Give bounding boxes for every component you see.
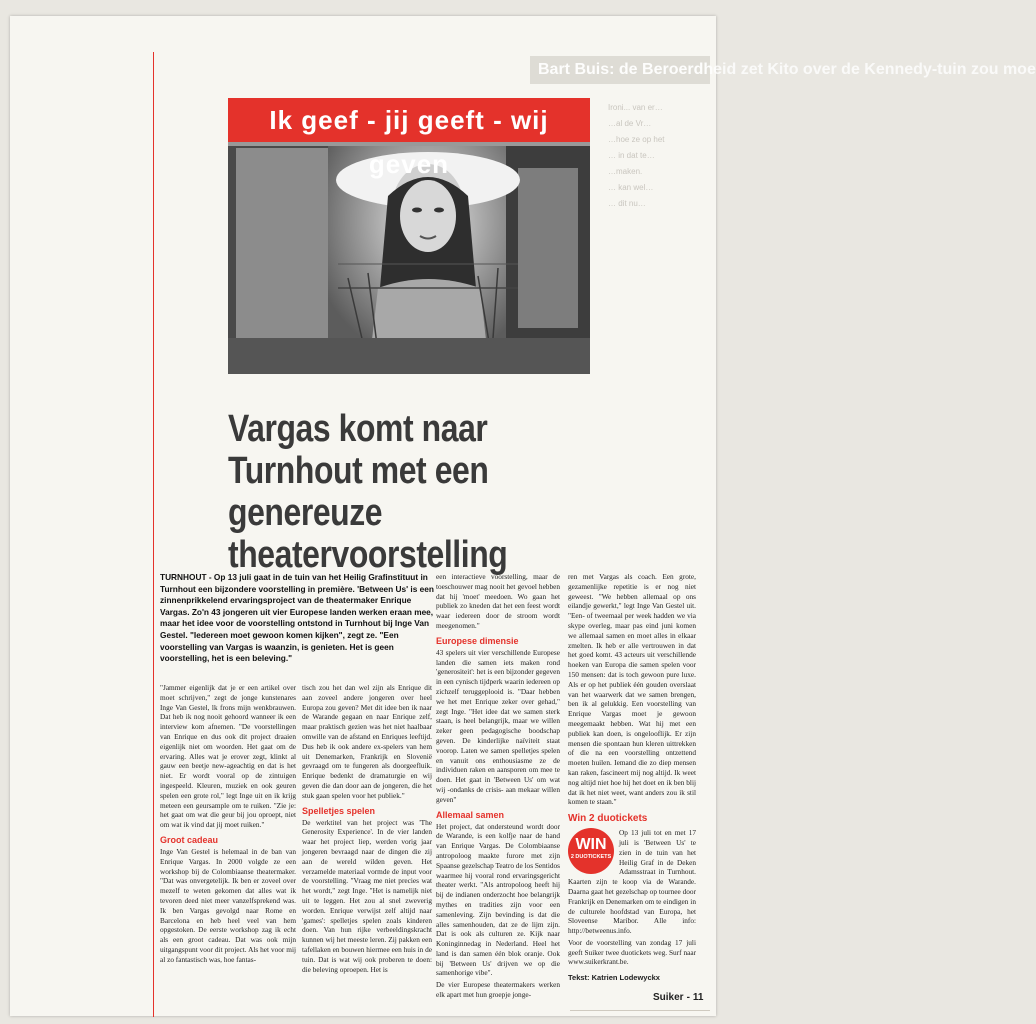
bleed-through-column: Ironi... van er… …al de Vr… …hoe ze op het … in dat te… …maken. … kan wel… … dit nu… xyxy=(608,103,665,208)
paragraph: 43 spelers uit vier verschillende Europese landen die samen iets maken rond 'generositeit': het is een bijzonder gegeven in een cynisch tijdperk waarin iedereen op zichzelf teruggeplooid is. "Daar hebben we het met Enrique zeker over gehad," zegt Inge. "Het idee dat we samen sterk staan, is heel belangrijk, maar we willen zeker geen pedagogische boodschap geven. De kinderlijke naïviteit staat voorop. Laten we samen spelletjes spelen en vanuit ons enthousiasme ze de individuen raken en aansporen om mee te doen. Het gaat in 'Between Us' om wat wij -ondanks de crisis- aan mekaar willen geven" xyxy=(436,647,560,804)
page-number: 11 xyxy=(692,992,704,1003)
publication-name: Suiker xyxy=(653,992,684,1003)
text-column-3 xyxy=(436,572,560,1002)
subheading-allemaal-samen: Allemaal samen xyxy=(436,809,505,820)
contest-heading: Win 2 duotickets xyxy=(568,813,648,825)
article-headline: Vargas komt naar Turnhout met een genereuze theatervoorstelling xyxy=(228,408,508,576)
section-banner: Ik geef - jij geeft - wij geven xyxy=(228,98,590,142)
footer-rule xyxy=(570,1010,710,1011)
paragraph: tisch zou het dan wel zijn als Enrique dit aan zoveel andere jongeren over heel Europa zou geven? Met dit idee ben ik naar de Warande gegaan en naar Enrique zelf, maar praktisch gezien was het niet haalbaar omwille van de afstand en Enriques leeftijd. Dus heb ik ook andere ex-spelers van hem uit Denemarken, Frankrijk en Slovenië gevraagd om te fungeren als doorgeefluik. Enrique bedenkt de dramaturgie en wij geven die dan door aan de jongeren, die het stuk gaan spelen voor het publiek." xyxy=(302,683,432,800)
paragraph: De vier Europese theatermakers werken elk apart met hun groepje jonge- xyxy=(436,980,560,1000)
win-badge-text: WIN xyxy=(575,836,607,854)
bleed-through-header: Bart Buis: de Beroerdheid zet Kito over de Kennedy-tuin zou moe xyxy=(530,56,710,84)
paragraph: Inge Van Gestel is helemaal in de ban van Enrique Vargas. In 2000 volgde ze een workshop bij de Colombiaanse theatermaker. "Dat was onvergetelijk. Ik ben er zoveel over mezelf te weten gekomen dat alles wat ik tevoren deed niet meer vanzelfsprekend was. Ik ben Vargas gevolgd naar Rome en Barcelona en heb heel veel van hem opgestoken. De eerste workshop zag ik echt als een groot cadeau. Dat was ook mijn uitgangspunt voor dit project. Als het voor mij al zo fantastisch was, hoe fantas- xyxy=(160,846,296,964)
subheading-groot-cadeau: Groot cadeau xyxy=(160,834,219,845)
subheading-spelletjes-spelen: Spelletjes spelen xyxy=(302,805,376,816)
red-margin-rule xyxy=(153,52,154,1017)
article-intro: TURNHOUT - Op 13 juli gaat in de tuin van het Heilig Grafinstituut in Turnhout een bijzondere voorstelling in première. 'Between Us' is een zinnenprikkelend ervaringsproject van de theatermaker Enrique Vargas. Zo'n 43 jongeren uit vier Europese landen werken eraan mee, maar het idee voor de voorstelling ontstond in Turnhout bij Inge Van Gestel. "Iedereen moet gewoon komen kijken", zegt ze. "Een voorstelling van Vargas is waanzin, is genieten. Het is geen voorstelling, het is een beleving." xyxy=(160,572,434,664)
paragraph: De werktitel van het project was 'The Generosity Experience'. In de vier landen waar het project liep, werden vorig jaar jongeren bevraagd naar de dingen die zij aan de wereld wilden geven. Het verzamelde materiaal vormde de input voor de voorstelling. "Vraag me niet precies wat het wordt," zegt Inge. "Het is namelijk niet uit te leggen. Het zou al snel zweverig worden. Enrique verwijst zelf altijd naar 'games': spelletjes spelen zoals kinderen doen. Van hun rijke verbeeldingskracht kunnen wij het meeste leren. Zij pakken een tafellaken en bouwen hiermee een huis in de tuin. Dat is wat wij ook proberen te doen: die beleving oproepen. Het is xyxy=(302,817,432,974)
footer-separator: - xyxy=(686,992,690,1003)
subheading-europese-dimensie: Europese dimensie xyxy=(436,635,519,646)
paragraph: Voor de voorstelling van zondag 17 juli geeft Suiker twee duotickets weg. Surf naar www.suikerkrant.be. xyxy=(568,937,696,967)
text-column-2 xyxy=(302,683,432,976)
paragraph: een interactieve voorstelling, maar de toeschouwer mag nooit het gevoel hebben dat hij 'moet' meedoen. Wo gaan het publiek zo kneden dat het een feest wordt waar iedereen door de stroom wordt meegenomen." xyxy=(436,572,560,630)
paragraph: Op 13 juli tot en met 17 juli is 'Between Us' te zien in de tuin van het Heilig Graf in de Deken Adamsstraat in Turnhout. Kaarten zijn te koop via de Warande. Daarna gaat het gezelschap op tournee door Frankrijk en Denemarken om te eindigen in de culturele hoofdstad van Europa, het Sloveense Maribor. Alle info: http://betweenus.info. xyxy=(568,828,696,936)
win-badge-subtext: 2 DUOTICKETS xyxy=(570,854,612,861)
paragraph: "Jammer eigenlijk dat je er een artikel over moet schrijven," zegt de jonge kunstenares Inge Van Gestel, lk frons mijn wenkbrauwen. Dat heb ik nog nooit gehoord wanneer ik een interview kom afnemen. "De voorstellingen van Enrique en dus ook dit project draaien eigenlijk niet om woorden. Het gaat om de ervaring. Alles wat je erover zegt, klinkt al gauw een beetje new-ageachtig en dat is het niet. Er wordt vooral op de zintuigen ingespeeld. Kleuren, muziek en ook geuren spelen een grote rol," legt Inge uit en ik krijg meteen een geursample om te ruiken. "Zie je: het gaat om wat die geur bij jou oproept, niet om wat ik vind dat jij moet ruiken." xyxy=(160,683,296,830)
text-column-4 xyxy=(568,572,696,982)
paragraph: ren met Vargas als coach. Een grote, gezamenlijke repetitie is er nog niet geweest. "We hebben allemaal op ons eilandje gewerkt," legt Inge Van Gestel uit. "Een- of tweemaal per week hadden we via skype overleg, maar pas eind juni komen we allemaal samen en moet alles in elkaar zmelten. Ik heb er alle vertrouwen in dat het goed komt. 43 acteurs uit verschillende hoeken van Europa die samen spelen voor 150 mensen: dat is toch gewoon pure luxe. Als er op het publiek één gouden overslaat van het waarwerk dat we samen brengen, ben ik al gelukkig. Een voorstelling van Enrique Vargas moet je gewoon meegemaakt hebben. Wat hij met een publiek kan doen, is ongelooflijk. Er zijn mensen die spontaan hun kleren uittrekken of die na een voorstelling ontzettend moeten huilen. Iemand die zo diep mensen kan raken, fascineert mij nog altijd. Ik weet nog altijd niet hoe hij het doet en ik ben blij dat ik het niet weet, want anders zou ik stil komen te staan." xyxy=(568,572,696,807)
author-credit: Tekst: Katrien Lodewyckx xyxy=(568,973,660,983)
newspaper-page xyxy=(10,16,1036,1016)
paragraph: Het project, dat ondersteund wordt door de Warande, is een kolfje naar de hand van Enrique Vargas. De Colombiaanse antropoloog maakte furore met zijn Spaanse gezelschap Teatro de los Sentidos waarmee hij vooral rond ervaringsgericht theater werkt. "Als antropoloog heeft hij bij de indianen onderzocht hoe belangrijk mythes en tradities zijn voor een samenleving. Zijn bevinding is dat die alles samenhouden, dat ze de lijm zijn. Dat is ook als culturen ze. Kijk naar Koninginnedag in Nederland. Heel het land is dan samen één blok oranje. Ook bij 'Between Us' drijven we op die samenhorige vibe". xyxy=(436,821,560,978)
page-footer xyxy=(650,992,704,1003)
win-badge xyxy=(568,828,614,874)
text-column-1 xyxy=(160,683,296,967)
